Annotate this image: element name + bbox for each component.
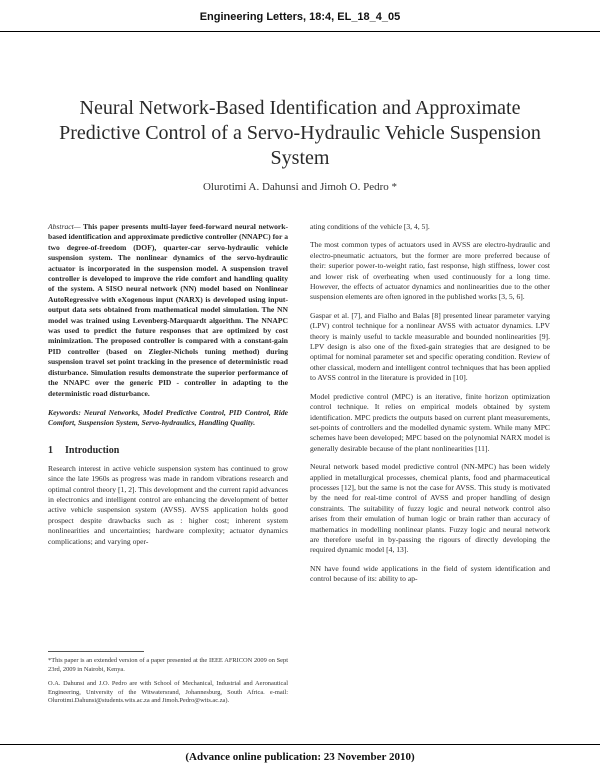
header-rule	[0, 31, 600, 32]
body-paragraph: Neural network based model predictive control (NN-MPC) has been widely applied in metallurgical processes, chemical plants, food and pharmaceutical processes [12], but the same is not the case for AVSS. This study is motivated by the need for real-time control of AVSS and proper handling of design constraints. The suitability of fuzzy logic and neural network control also arises from their emulation of human logic or brain rather than accuracy of mathematics in modelling nonlinear plants. Fuzzy logic and neural network are therefore useful in by-passing the rigours of directly developing the required dynamic model [4, 13].	[310, 462, 550, 555]
body-paragraph: Model predictive control (MPC) is an iterative, finite horizon optimization control technique. It relies on empirical models obtained by system identification. MPC predicts the outputs based on current plant measurements, set-points of controllers and the modelled dynamic system. While many MPC schemes have been developed; MPC based on the polynomial NARX model is generally desirable because of the plant nonlinearities [11].	[310, 391, 550, 453]
abstract-label: Abstract—	[48, 222, 81, 231]
footnote-rule	[48, 651, 144, 652]
intro-paragraph: Research interest in active vehicle suspension system has continued to grow since the late 1960s as progress was made in random vibrations research and optimal control theory [1, 2]. This development and the current rapid advances in electronics and intelligent control are enhancing the development of better active vehicle suspension system (AVSS). AVSS application holds good prospect despite drawbacks such as : higher cost; inherent system nonlinearities and uncertainties; hardware complexity; actuator dynamics complications; and varying oper-	[48, 463, 288, 546]
body-paragraph: ating conditions of the vehicle [3, 4, 5].	[310, 222, 430, 231]
left-column	[48, 222, 288, 555]
publication-footer: (Advance online publication: 23 November 2010)	[185, 751, 415, 763]
body-paragraph: Gaspar et al. [7], and Fialho and Balas [8] presented linear parameter varying (LPV) control technique for a nonlinear AVSS with actuator dynamics. LPV theory is mainly useful to tackle measurable and bounded nonlinearities [9]. LPV design is also one of the fixed-gain strategies that are designed to be optimal for nominal parameter set and specific operating condition. Review of other classical, modern and intelligent control techniques that has been applied to AVSS control in the literature is provided in [10].	[310, 310, 550, 383]
paper-authors: Olurotimi A. Dahunsi and Jimoh O. Pedro *	[202, 181, 398, 193]
footnote: O.A. Dahunsi and J.O. Pedro are with School of Mechanical, Industrial and Aeronautical Engineering, University of the Witwatersrand, Johannesburg, South Africa. e-mail: Olurotimi.Dahunsi@students.wits.ac.za and Jimoh.Pedro@wits.ac.za).	[48, 680, 288, 705]
footnotes	[48, 651, 288, 712]
keywords: Keywords: Neural Networks, Model Predictive Control, PID Control, Ride Comfort, Suspension System, Servo-hydraulics, Handling Quality.	[48, 407, 288, 428]
journal-header: Engineering Letters, 18:4, EL_18_4_05	[199, 11, 401, 23]
abstract	[48, 222, 288, 399]
footnote: *This paper is an extended version of a paper presented at the IEEE AFRICON 2009 on Sept 23rd, 2009 in Nairobi, Kenya.	[48, 657, 288, 673]
section-number: 1	[48, 444, 53, 456]
right-column	[310, 222, 550, 593]
abstract-text: This paper presents multi-layer feed-forward neural network-based identification and approximate predictive controller (NNAPC) for a two degree-of-freedom (DOF), quarter-car servo-hydraulic vehicle suspension system. The nonlinear dynamics of the servo-hydraulic actuator is incorporated in the suspension model. A suspension travel controller is developed to improve the ride comfort and handling quality of the system. A SISO neural network (NN) model based on Nonlinear AutoRegressive with eXogenous input (NARX) is developed using input-output data sets obtained from mathematical model simulation. The NN model was trained using Levenberg-Marquardt algorithm. The NNAPC was used to predict the future responses that are optimized by cost minimization. The proposed controller is compared with a constant-gain PID controller (based on Ziegler-Nichols tuning method) during suspension travel set point tracking in the presence of deterministic road disturbance. Simulation results demonstrate the superior performance of the NNAPC over the generic PID - controller in adapting to the deterministic road disturbance.	[48, 222, 288, 398]
section-heading	[48, 445, 288, 456]
footer-rule	[0, 744, 600, 745]
body-paragraph: The most common types of actuators used in AVSS are electro-hydraulic and electro-pneumatic actuators, but the former are more preferred because of their: superior power-to-weight ratio, fast response, high stiffness, lower cost and lower risk of overheating when used continuously for a long time. However, the effects of actuator dynamics and nonlinearities due to the other suspension elements are often ignored in the published works [3, 5, 6].	[310, 240, 550, 302]
paper-title: Neural Network-Based Identification and Approximate Predictive Control of a Servo-Hydraulic Vehicle Suspension System	[59, 97, 541, 169]
body-paragraph: NN have found wide applications in the field of system identification and control because of its: ability to ap-	[310, 563, 550, 584]
section-title: Introduction	[65, 444, 120, 456]
